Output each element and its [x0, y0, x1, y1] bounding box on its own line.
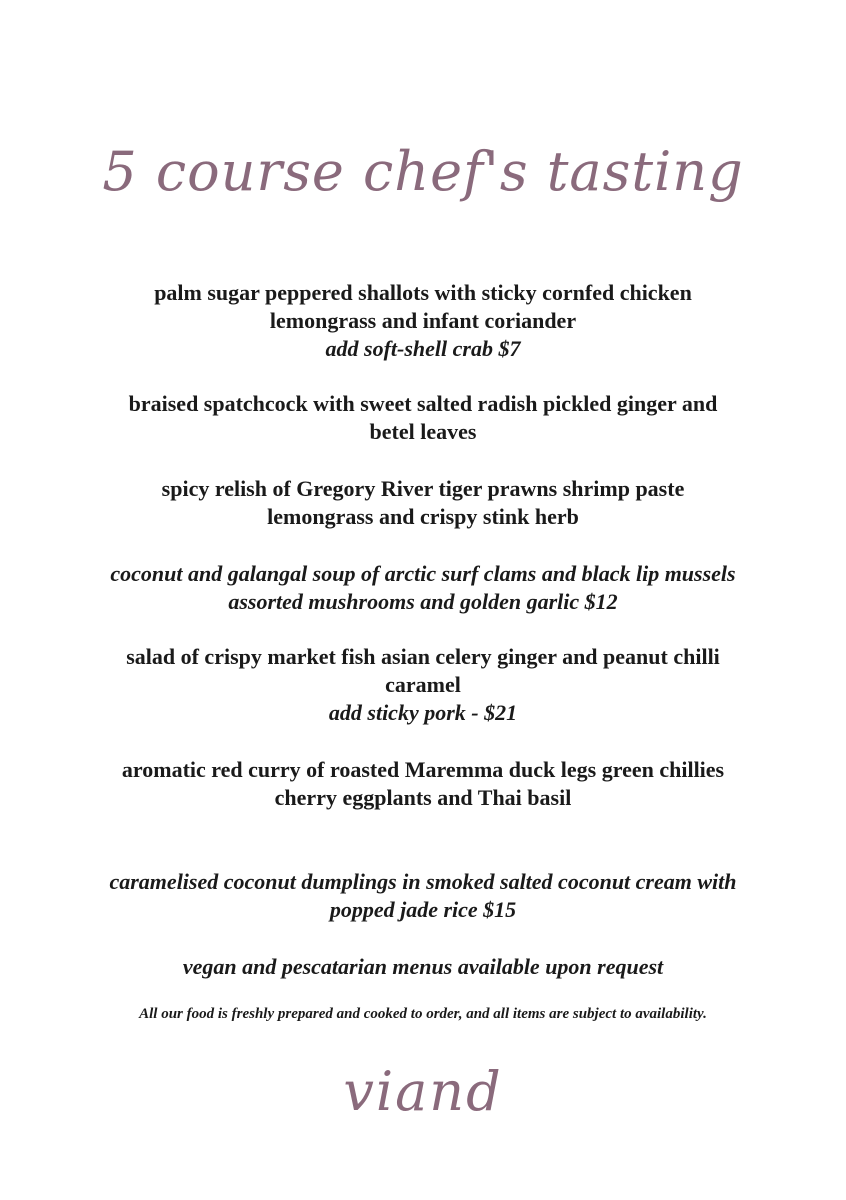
course-line: cherry eggplants and Thai basil: [274, 785, 572, 810]
course-line: caramel: [385, 672, 461, 697]
course-item-2: [60, 390, 786, 446]
course-line: palm sugar peppered shallots with sticky cornfed chicken: [154, 280, 692, 305]
course-addon: add soft-shell crab $7: [325, 336, 521, 361]
course-item-5: [60, 643, 786, 727]
course-line: lemongrass and infant coriander: [269, 308, 577, 333]
course-item-3: [60, 475, 786, 531]
course-item-6: [60, 756, 786, 812]
viand-logo: viand: [343, 1060, 503, 1123]
course-line: popped jade rice $15: [329, 897, 517, 922]
course-line: lemongrass and crispy stink herb: [267, 504, 579, 529]
course-line: braised spatchcock with sweet salted radish pickled ginger and: [128, 391, 718, 416]
course-line: aromatic red curry of roasted Maremma duck legs green chillies: [121, 757, 725, 782]
availability-disclaimer: All our food is freshly prepared and cooked to order, and all items are subject to availability.: [139, 1006, 707, 1022]
course-line: assorted mushrooms and golden garlic $12: [228, 589, 618, 614]
course-line: betel leaves: [369, 419, 477, 444]
course-line: coconut and galangal soup of arctic surf clams and black lip mussels: [110, 561, 736, 586]
course-addon: add sticky pork - $21: [328, 700, 518, 725]
course-line: spicy relish of Gregory River tiger prawns shrimp paste: [161, 476, 685, 501]
dietary-request-note: vegan and pescatarian menus available upon request: [182, 954, 664, 979]
course-item-4: [60, 560, 786, 616]
course-item-1: [60, 279, 786, 363]
menu-title: 5 course chef's tasting: [102, 140, 744, 203]
course-item-dessert: [60, 868, 786, 924]
course-line: caramelised coconut dumplings in smoked salted coconut cream with: [109, 869, 737, 894]
course-line: salad of crispy market fish asian celery ginger and peanut chilli: [126, 644, 720, 669]
